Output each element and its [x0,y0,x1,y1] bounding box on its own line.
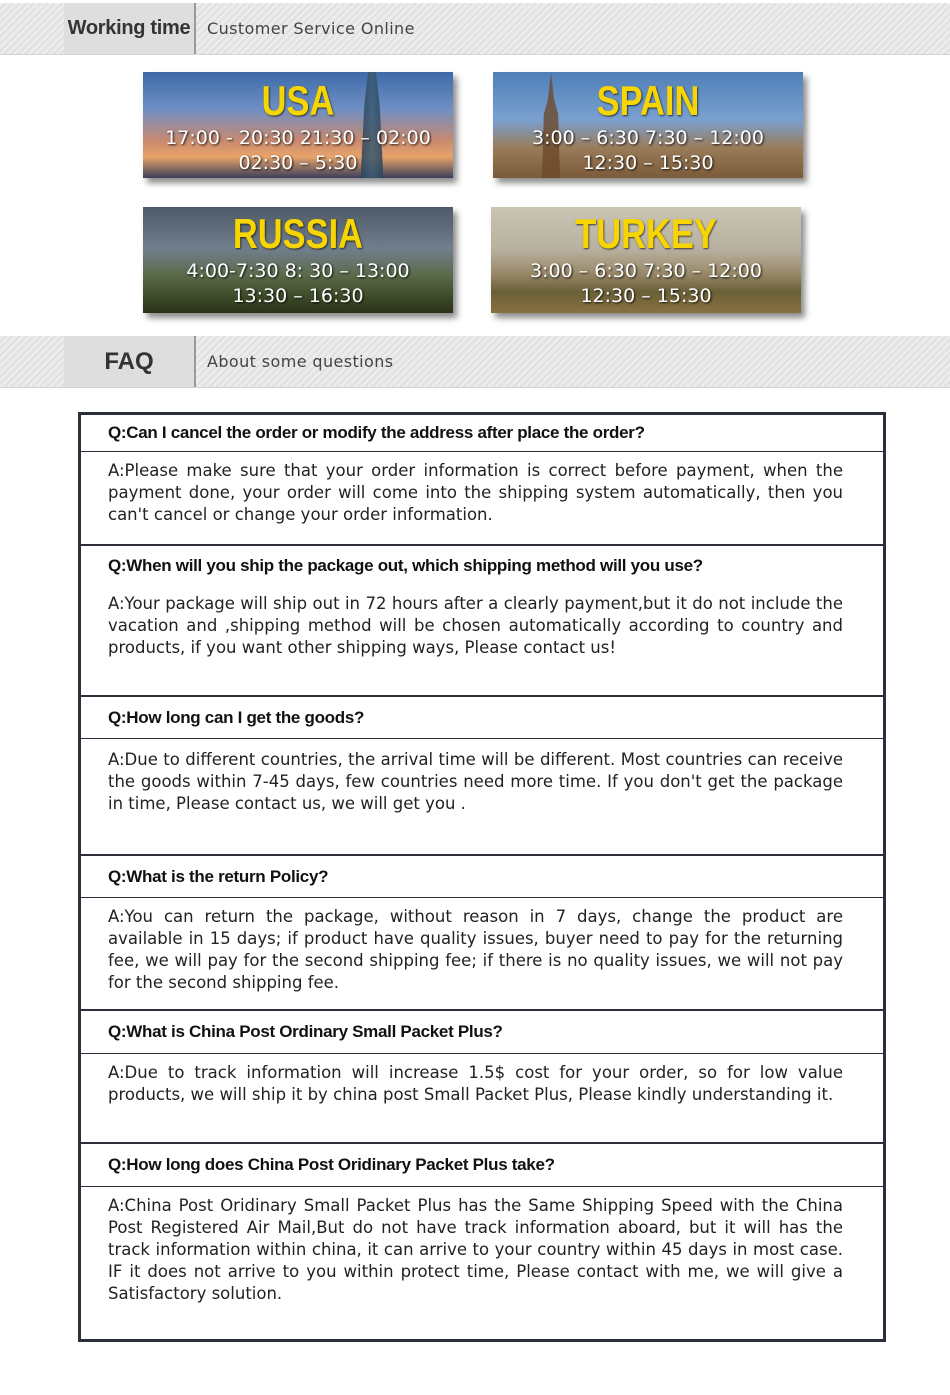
region-name: USA [261,77,335,124]
faq-question: Q:How long can I get the goods? [81,695,883,738]
faq-answer: A:Due to different countries, the arrival time will be different. Most countries can receive the goods within 7-45 days, few countries need more time. If you don't get the package in time, Please contact us, we will get you . [81,738,883,854]
region-hours-line1: 4:00-7:30 8: 30 – 13:00 [186,260,410,282]
faq-list [78,412,886,1342]
faq-question: Q:When will you ship the package out, which shipping method will you use? [81,544,883,585]
region-card-turkey [491,207,801,313]
faq-answer: A:Your package will ship out in 72 hours after a clearly payment,but it do not include the vacation and ,shipping method will be chosen automatically according to country and products, if you want other shipping ways, Please contact us! [108,594,843,657]
faq-question: Q:How long does China Post Oridinary Packet Plus take? [81,1142,883,1186]
region-hours-line2: 13:30 – 16:30 [232,285,364,307]
working-time-subtitle: Customer Service Online [207,19,415,38]
faq-question: Q:What is China Post Ordinary Small Packet Plus? [81,1009,883,1053]
faq-answer: A:China Post Oridinary Small Packet Plus has the Same Shipping Speed with the China Post Registered Air Mail,But do not have track information aboard, but it will has the track information within china, it can arrive to your country within 45 days in most case. IF it does not arrive to you within protect time, Please contact with me, we will give a Satisfactory solution. [81,1186,883,1339]
working-time-bar [0,3,950,55]
region-hours-line1: 17:00 - 20:30 21:30 – 02:00 [165,127,431,149]
region-card-russia [143,207,453,313]
faq-answer: A:You can return the package, without reason in 7 days, change the product are available in 15 days; if product have quality issues, buyer need to pay for the returning fee, we will pay for the second shipping fee; if there is no quality issues, we will not pay for the second shipping fee. [81,897,883,1009]
region-name: TURKEY [575,210,717,257]
region-name: RUSSIA [232,210,364,257]
region-hours-line1: 3:00 – 6:30 7:30 – 12:00 [530,260,762,282]
faq-question: Q:Can I cancel the order or modify the address after place the order? [108,423,645,442]
faq-title: FAQ [64,336,196,387]
faq-answer: A:Please make sure that your order information is correct before payment, when the payment done, your order will come into the shipping system automatically, then you can't cancel or change your order information. [81,451,883,544]
faq-question: Q:What is the return Policy? [81,854,883,897]
region-card-spain [493,72,803,178]
region-card-usa [143,72,453,178]
region-hours-line2: 12:30 – 15:30 [580,285,712,307]
faq-bar [0,336,950,388]
region-hours-line1: 3:00 – 6:30 7:30 – 12:00 [532,127,764,149]
region-name: SPAIN [596,77,700,124]
region-hours-line2: 12:30 – 15:30 [582,152,714,174]
working-time-title: Working time [64,3,196,54]
faq-answer: A:Due to track information will increase 1.5$ cost for your order, so for low value products, we will ship it by china post Small Packet Plus, Please kindly understanding it. [81,1053,883,1142]
region-hours-line2: 02:30 – 5:30 [238,152,358,174]
faq-subtitle: About some questions [207,352,394,371]
